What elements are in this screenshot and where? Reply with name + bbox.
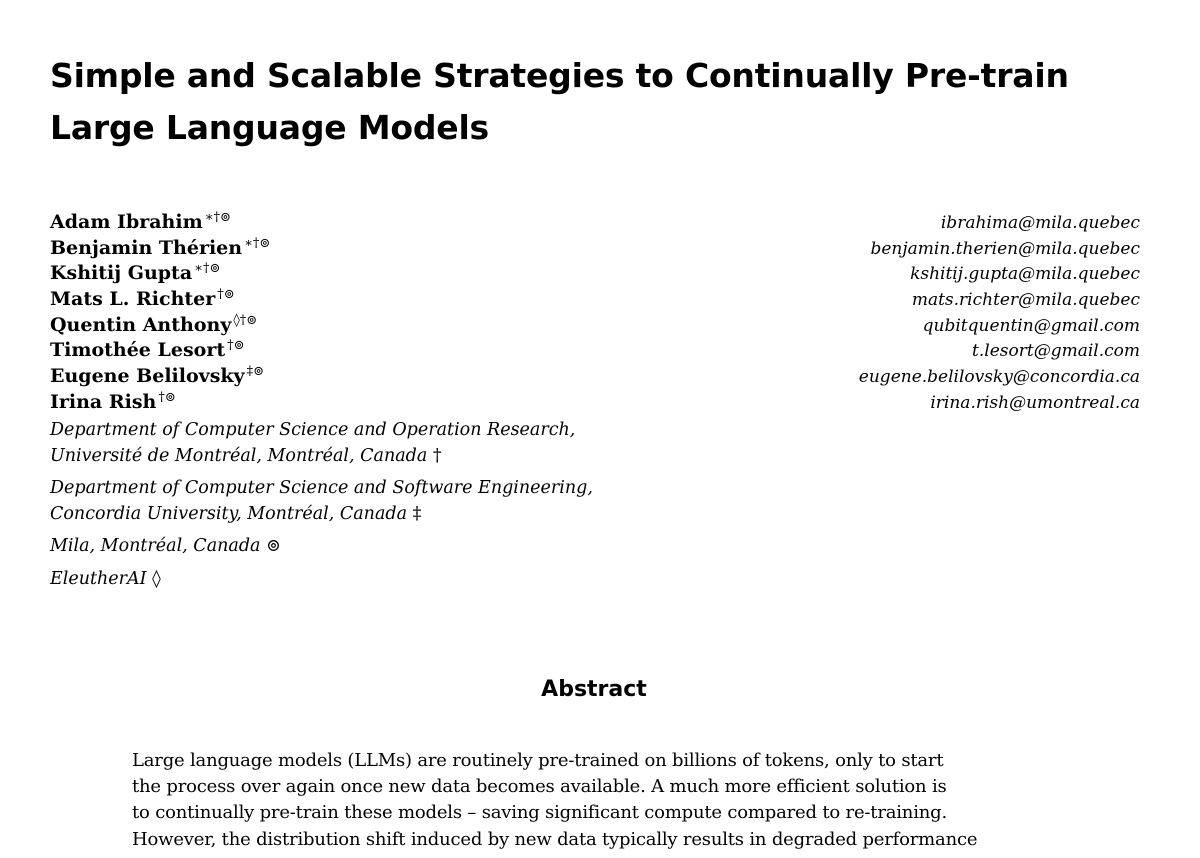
- abstract-line: However, the distribution shift induced by new data typically results in degraded performance: [132, 828, 978, 850]
- author-name: Adam Ibrahim ∗†⊚: [50, 210, 231, 233]
- paper-title: [50, 50, 1150, 154]
- author-affiliation-marks: ∗†⊚: [204, 210, 231, 225]
- author-email[interactable]: mats.richter@mila.quebec: [911, 290, 1140, 311]
- author-affiliation-marks: ∗†⊚: [194, 261, 221, 277]
- author-name: Mats L. Richter †⊚: [50, 287, 235, 311]
- author-name: Quentin Anthony ◊†⊚: [50, 312, 258, 336]
- affiliation-mila: Mila, Montréal, Canada ⊚: [50, 536, 281, 556]
- author-email[interactable]: eugene.belilovsky@concordia.ca: [858, 367, 1140, 388]
- author-name: Timothée Lesort †⊚: [50, 338, 245, 362]
- author-name: Benjamin Thérien ∗†⊚: [50, 235, 271, 259]
- author-affiliation-marks: ◊†⊚: [233, 312, 258, 328]
- author-row: [50, 287, 1140, 313]
- author-row: [50, 313, 1140, 339]
- author-email[interactable]: kshitij.gupta@mila.quebec: [910, 264, 1140, 285]
- affiliation-mark: †: [432, 445, 442, 466]
- author-email[interactable]: benjamin.therien@mila.quebec: [870, 238, 1140, 259]
- affiliation-mark: ⊚: [266, 536, 281, 556]
- author-email[interactable]: irina.rish@umontreal.ca: [930, 392, 1140, 413]
- author-affiliation-marks: ∗†⊚: [244, 235, 271, 251]
- affiliation-mark: ‡: [412, 503, 422, 524]
- author-row: [50, 364, 1140, 390]
- affiliation-eleutherai: EleutherAI ◊: [50, 568, 161, 589]
- author-row: [50, 261, 1140, 287]
- author-row: [50, 390, 1140, 416]
- abstract-heading: Abstract: [541, 677, 647, 702]
- author-row: [50, 236, 1140, 262]
- author-name: Kshitij Gupta ∗†⊚: [50, 261, 221, 285]
- author-email[interactable]: qubitquentin@gmail.com: [922, 315, 1140, 336]
- abstract-body: [132, 748, 1062, 853]
- affiliation-mark: ◊: [152, 568, 161, 589]
- author-name: Eugene Belilovsky ‡⊚: [50, 364, 265, 388]
- abstract-line: to continually pre-train these models – saving significant compute compared to re-training.: [132, 802, 947, 824]
- title-line-1: Simple and Scalable Strategies to Continually Pre-train: [50, 56, 1069, 95]
- author-affiliation-marks: ‡⊚: [246, 364, 265, 380]
- abstract-line: Large language models (LLMs) are routinely pre-trained on billions of tokens, only to start: [132, 750, 944, 771]
- author-email[interactable]: ibrahima@mila.quebec: [940, 213, 1140, 233]
- author-affiliation-marks: †⊚: [217, 287, 235, 303]
- author-list: [50, 210, 1140, 416]
- affiliation-list: [50, 418, 750, 592]
- author-row: [50, 210, 1140, 236]
- author-row: [50, 338, 1140, 364]
- author-name: Irina Rish †⊚: [50, 389, 176, 413]
- author-affiliation-marks: †⊚: [227, 338, 245, 354]
- author-email[interactable]: t.lesort@gmail.com: [972, 341, 1140, 362]
- abstract-line: the process over again once new data becomes available. A much more efficient solution is: [132, 776, 947, 798]
- affiliation-montreal: Department of Computer Science and Operation Research, Université de Montréal, Montréal, Canada †: [50, 420, 576, 466]
- author-affiliation-marks: †⊚: [158, 389, 176, 405]
- title-line-2: Large Language Models: [50, 108, 489, 147]
- affiliation-concordia: Department of Computer Science and Software Engineering, Concordia University, Montréal, Canada ‡: [50, 478, 593, 524]
